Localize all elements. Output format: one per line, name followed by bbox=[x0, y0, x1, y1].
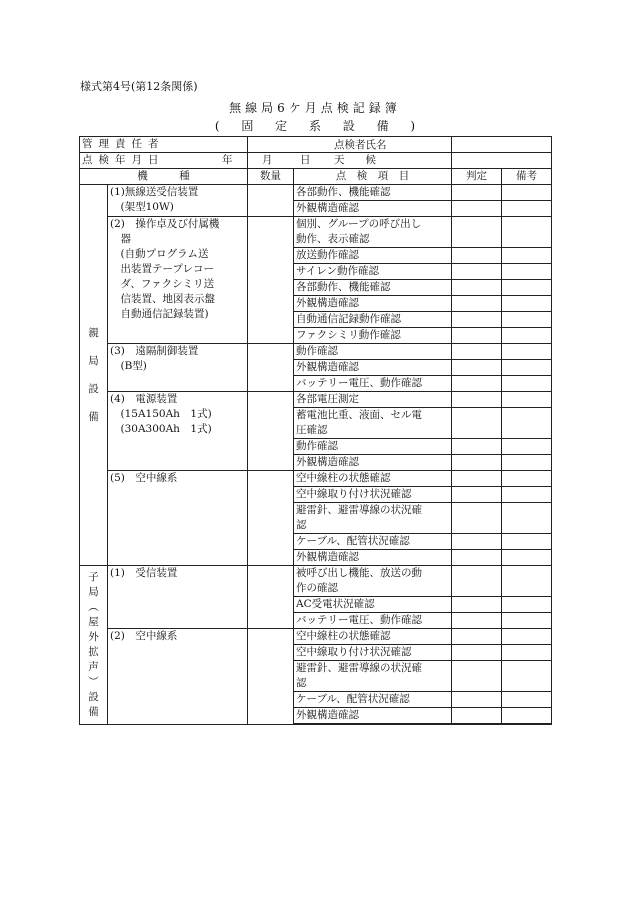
station-label-char: 外 bbox=[88, 631, 99, 643]
remarks-cell[interactable] bbox=[502, 201, 552, 217]
judgment-cell[interactable] bbox=[452, 392, 502, 408]
remarks-cell[interactable] bbox=[502, 185, 552, 201]
date-year: 年 bbox=[222, 154, 233, 166]
remarks-cell[interactable] bbox=[502, 344, 552, 360]
remarks-cell[interactable] bbox=[502, 629, 552, 645]
parent-station-label bbox=[80, 185, 108, 566]
inspection-item: 動作確認 bbox=[294, 344, 452, 360]
judgment-cell[interactable] bbox=[452, 328, 502, 344]
column-header-item: 点 検 項 目 bbox=[294, 169, 452, 185]
judgment-cell[interactable] bbox=[452, 503, 502, 534]
judgment-cell[interactable] bbox=[452, 645, 502, 661]
remarks-cell[interactable] bbox=[502, 503, 552, 534]
judgment-cell[interactable] bbox=[452, 312, 502, 328]
judgment-cell[interactable] bbox=[452, 471, 502, 487]
quantity-cell[interactable] bbox=[248, 217, 294, 344]
page-subtitle: ( 固 定 系 設 備 ) bbox=[214, 119, 416, 133]
inspection-item: 外観構造確認 bbox=[294, 296, 452, 312]
inspection-item: ケーブル、配管状況確認 bbox=[294, 534, 452, 550]
station-label-char: 設 bbox=[88, 383, 99, 395]
inspection-item: 外観構造確認 bbox=[294, 360, 452, 376]
equipment-name: (3) 遠隔制御装置 (B型) bbox=[108, 344, 248, 392]
record-table-body bbox=[80, 137, 552, 725]
inspection-item: 被呼び出し機能、放送の動 作の確認 bbox=[294, 566, 452, 597]
inspection-item bbox=[294, 724, 452, 725]
table-row bbox=[80, 185, 552, 201]
remarks-cell[interactable] bbox=[502, 328, 552, 344]
child-station-label bbox=[80, 566, 108, 725]
inspection-item: バッテリー電圧、動作確認 bbox=[294, 613, 452, 629]
inspection-item: 個別、グループの呼び出し 動作、表示確認 bbox=[294, 217, 452, 248]
station-label-char: 声 bbox=[88, 661, 99, 673]
judgment-cell[interactable] bbox=[452, 487, 502, 503]
quantity-cell[interactable] bbox=[248, 392, 294, 471]
quantity-cell[interactable] bbox=[248, 344, 294, 392]
judgment-cell[interactable] bbox=[452, 217, 502, 248]
remarks-cell[interactable] bbox=[502, 661, 552, 692]
remarks-cell[interactable] bbox=[502, 408, 552, 439]
judgment-cell[interactable] bbox=[452, 724, 502, 725]
remarks-cell[interactable] bbox=[502, 471, 552, 487]
judgment-cell[interactable] bbox=[452, 280, 502, 296]
equipment-name: (1)無線送受信装置 (架型10W) bbox=[108, 185, 248, 217]
judgment-cell[interactable] bbox=[452, 661, 502, 692]
station-label-char: 設 bbox=[88, 691, 99, 703]
station-label-char: 屋 bbox=[88, 616, 99, 628]
remarks-cell[interactable] bbox=[502, 645, 552, 661]
judgment-cell[interactable] bbox=[452, 629, 502, 645]
remarks-cell[interactable] bbox=[502, 455, 552, 471]
judgment-cell[interactable] bbox=[452, 264, 502, 280]
remarks-cell[interactable] bbox=[502, 534, 552, 550]
judgment-cell[interactable] bbox=[452, 613, 502, 629]
weather-value[interactable] bbox=[452, 153, 552, 169]
quantity-cell[interactable] bbox=[248, 629, 294, 725]
quantity-cell[interactable] bbox=[248, 566, 294, 629]
inspection-item: サイレン動作確認 bbox=[294, 264, 452, 280]
station-label-char: 備 bbox=[88, 411, 99, 423]
judgment-cell[interactable] bbox=[452, 296, 502, 312]
inspection-item: 各部動作、機能確認 bbox=[294, 280, 452, 296]
weather-label: 天 候 bbox=[334, 154, 376, 166]
judgment-cell[interactable] bbox=[452, 201, 502, 217]
judgment-cell[interactable] bbox=[452, 708, 502, 724]
station-label-char: 親 bbox=[88, 327, 99, 339]
remarks-cell[interactable] bbox=[502, 692, 552, 708]
inspection-item: 自動通信記録動作確認 bbox=[294, 312, 452, 328]
remarks-cell[interactable] bbox=[502, 708, 552, 724]
inspector-label: 点検者氏名 bbox=[334, 139, 387, 151]
remarks-cell[interactable] bbox=[502, 264, 552, 280]
inspection-item: ケーブル、配管状況確認 bbox=[294, 692, 452, 708]
header-row-manager bbox=[80, 137, 552, 153]
table-row bbox=[80, 344, 552, 360]
judgment-cell[interactable] bbox=[452, 455, 502, 471]
table-row bbox=[80, 566, 552, 597]
inspection-item: 空中線柱の状態確認 bbox=[294, 629, 452, 645]
station-label-char: 備 bbox=[88, 706, 99, 718]
inspection-record-table bbox=[79, 136, 552, 725]
date-day: 日 bbox=[300, 154, 311, 166]
remarks-cell[interactable] bbox=[502, 392, 552, 408]
judgment-cell[interactable] bbox=[452, 566, 502, 597]
column-header-kishu: 機 種 bbox=[80, 169, 248, 185]
inspection-item: ファクシミリ動作確認 bbox=[294, 328, 452, 344]
table-row bbox=[80, 629, 552, 645]
quantity-cell[interactable] bbox=[248, 185, 294, 217]
date-label: 点検年月日 bbox=[80, 153, 248, 169]
remarks-cell[interactable] bbox=[502, 597, 552, 613]
inspection-item: 放送動作確認 bbox=[294, 248, 452, 264]
judgment-cell[interactable] bbox=[452, 692, 502, 708]
inspection-item: 空中線柱の状態確認 bbox=[294, 471, 452, 487]
remarks-cell[interactable] bbox=[502, 566, 552, 597]
station-label-char: 子 bbox=[88, 571, 99, 583]
judgment-cell[interactable] bbox=[452, 360, 502, 376]
inspection-item: 空中線取り付け状況確認 bbox=[294, 487, 452, 503]
station-label-char: ︵ bbox=[88, 601, 99, 613]
judgment-cell[interactable] bbox=[452, 408, 502, 439]
remarks-cell[interactable] bbox=[502, 487, 552, 503]
column-header-remarks: 備考 bbox=[502, 169, 552, 185]
judgment-cell[interactable] bbox=[452, 248, 502, 264]
remarks-cell[interactable] bbox=[502, 376, 552, 392]
equipment-name: (2) 操作卓及び付属機 器 (自動プログラム送 出装置テープレコー ダ、ファクシミリ送 信装置、地図表示盤 自動通信記録装置) bbox=[108, 217, 248, 344]
inspection-item: バッテリー電圧、動作確認 bbox=[294, 376, 452, 392]
judgment-cell[interactable] bbox=[452, 534, 502, 550]
judgment-cell[interactable] bbox=[452, 597, 502, 613]
inspection-item: 蓄電池比重、液面、セル電 圧確認 bbox=[294, 408, 452, 439]
remarks-cell[interactable] bbox=[502, 296, 552, 312]
equipment-name: (2) 空中線系 bbox=[108, 629, 248, 725]
remarks-cell[interactable] bbox=[502, 550, 552, 566]
inspection-item: 各部電圧測定 bbox=[294, 392, 452, 408]
inspector-value[interactable] bbox=[452, 137, 552, 153]
table-row bbox=[80, 471, 552, 487]
column-header-row bbox=[80, 169, 552, 185]
remarks-cell[interactable] bbox=[502, 613, 552, 629]
table-row bbox=[80, 392, 552, 408]
inspection-item: 動作確認 bbox=[294, 439, 452, 455]
table-row bbox=[80, 217, 552, 248]
column-header-judgment: 判定 bbox=[452, 169, 502, 185]
inspection-item: 各部動作、機能確認 bbox=[294, 185, 452, 201]
form-number-label: 様式第4号(第12条関係) bbox=[80, 80, 198, 93]
station-label-char: ︶ bbox=[88, 676, 99, 688]
remarks-cell[interactable] bbox=[502, 280, 552, 296]
inspection-item: 避雷針、避雷導線の状況確 認 bbox=[294, 661, 452, 692]
equipment-name: (1) 受信装置 bbox=[108, 566, 248, 629]
remarks-cell[interactable] bbox=[502, 248, 552, 264]
remarks-cell[interactable] bbox=[502, 360, 552, 376]
judgment-cell[interactable] bbox=[452, 376, 502, 392]
equipment-name: (5) 空中線系 bbox=[108, 471, 248, 566]
date-month: 月 bbox=[262, 154, 273, 166]
judgment-cell[interactable] bbox=[452, 185, 502, 201]
remarks-cell[interactable] bbox=[502, 724, 552, 725]
inspection-item: AC受電状況確認 bbox=[294, 597, 452, 613]
inspection-item: 外観構造確認 bbox=[294, 550, 452, 566]
judgment-cell[interactable] bbox=[452, 439, 502, 455]
judgment-cell[interactable] bbox=[452, 344, 502, 360]
station-label-char: 局 bbox=[88, 586, 99, 598]
remarks-cell[interactable] bbox=[502, 217, 552, 248]
station-label-char: 局 bbox=[88, 355, 99, 367]
inspection-item: 外観構造確認 bbox=[294, 201, 452, 217]
page-title: 無線局6ケ月点検記録簿 bbox=[229, 101, 401, 115]
inspection-item: 空中線取り付け状況確認 bbox=[294, 645, 452, 661]
equipment-name: (4) 電源装置 (15A150Ah 1式) (30A300Ah 1式) bbox=[108, 392, 248, 471]
manager-label: 管理責任者 bbox=[80, 137, 248, 153]
inspection-item: 外観構造確認 bbox=[294, 455, 452, 471]
inspection-item: 外観構造確認 bbox=[294, 708, 452, 724]
quantity-cell[interactable] bbox=[248, 471, 294, 566]
column-header-quantity: 数量 bbox=[248, 169, 294, 185]
remarks-cell[interactable] bbox=[502, 312, 552, 328]
judgment-cell[interactable] bbox=[452, 550, 502, 566]
header-row-date bbox=[80, 153, 552, 169]
inspection-item: 避雷針、避雷導線の状況確 認 bbox=[294, 503, 452, 534]
station-label-char: 拡 bbox=[88, 646, 99, 658]
remarks-cell[interactable] bbox=[502, 439, 552, 455]
